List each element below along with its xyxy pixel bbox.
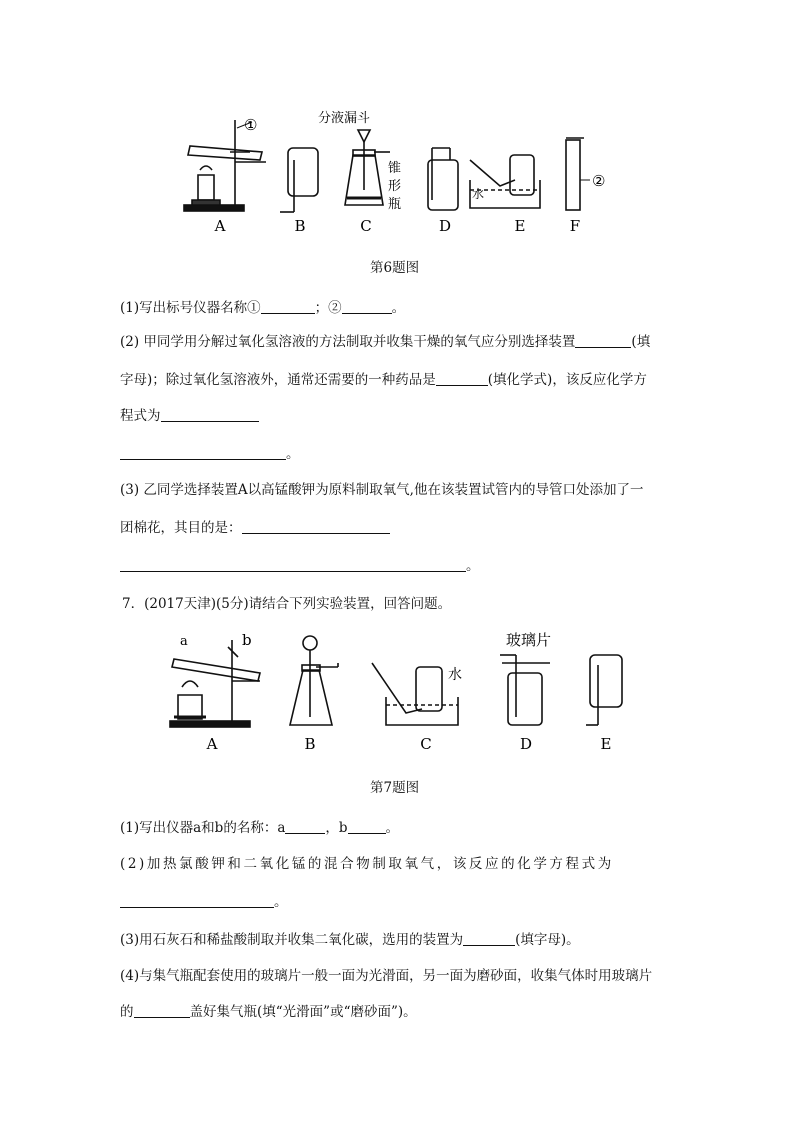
answer-blank-6-3a[interactable]: [242, 519, 390, 534]
label-6-d: D: [438, 217, 452, 235]
q7-p4-l1: (4)与集气瓶配套使用的玻璃片一般一面为光滑面，另一面为磨砂面，收集气体时用玻璃片: [120, 968, 653, 984]
caption-7: 第7题图: [370, 780, 420, 796]
q6-p3-l3: 。: [466, 558, 480, 574]
q6-part-1: [120, 296, 405, 316]
answer-blank-7-3[interactable]: [463, 931, 515, 946]
q7-part-2-line-1: [120, 852, 614, 872]
answer-blank-6-2b[interactable]: [436, 371, 488, 386]
q6-p2-l3: 程式为: [120, 408, 161, 424]
q7-part-4-line-1: [120, 964, 652, 984]
apparatus-6f: [566, 138, 590, 210]
apparatus-7a: [170, 640, 260, 727]
answer-blank-6-2d[interactable]: [120, 445, 286, 460]
label-b: b: [242, 631, 252, 649]
apparatus-7b: [290, 636, 338, 725]
funnel-label: 分液漏斗: [318, 111, 371, 126]
callout-2: ②: [592, 172, 606, 190]
apparatus-6c: [345, 130, 390, 205]
q6-part-3-line-1: [120, 478, 643, 498]
q6-p3-l1: (3) 乙同学选择装置A以高锰酸钾为原料制取氧气,他在该装置试管内的导管口处添加了一: [120, 482, 644, 498]
label-6-f: F: [569, 217, 581, 235]
flask-label-2: 形: [388, 179, 402, 194]
q7-part-4-line-2: [120, 1000, 417, 1020]
q7-p2-l1: (2)加热氯酸钾和二氧化锰的混合物制取氧气，该反应的化学方程式为: [120, 856, 614, 872]
answer-blank-6-2a[interactable]: [575, 333, 631, 348]
q6-p1-prefix: (1)写出标号仪器名称①: [120, 300, 261, 316]
answer-blank-7-4[interactable]: [134, 1003, 190, 1018]
answer-blank-7-2[interactable]: [120, 893, 274, 908]
glass-plate-label: 玻璃片: [506, 631, 552, 649]
answer-blank-6-3b[interactable]: [120, 557, 466, 572]
q7-part-2-line-2: [120, 890, 288, 910]
q7-p4-l2a: 的: [120, 1004, 134, 1020]
label-a: a: [180, 634, 188, 649]
answer-blank-6-1b[interactable]: [342, 299, 392, 314]
apparatus-7d: [500, 655, 550, 725]
q6-part-2-line-1: [120, 330, 650, 350]
figure-7: [160, 625, 640, 755]
apparatus-7e: [586, 655, 622, 725]
q6-p2-l2a: 字母)；除过氧化氢溶液外，通常还需要的一种药品是: [120, 372, 436, 388]
q7-p1-suffix: 。: [385, 820, 400, 836]
label-7-b: B: [304, 735, 316, 753]
answer-blank-7-1b[interactable]: [348, 819, 386, 834]
q6-p2-l2b: (填化学式)，该反应化学方: [487, 372, 647, 388]
apparatus-6b: [280, 148, 318, 212]
water-label-6: 水: [472, 187, 485, 201]
label-6-b: B: [294, 217, 306, 235]
q6-part-2-line-4: [120, 442, 300, 462]
q6-p1-suffix: 。: [391, 300, 406, 316]
figure-6: [170, 100, 630, 240]
q6-p2-l1a: (2) 甲同学用分解过氧化氢溶液的方法制取并收集干燥的氧气应分别选择装置: [120, 334, 576, 350]
q6-part-2-line-3: [120, 404, 259, 424]
q7-p1-mid: ，b: [325, 820, 348, 836]
label-7-a: A: [206, 735, 218, 753]
q6-p1-mid: ；②: [314, 300, 342, 316]
answer-blank-6-1a[interactable]: [261, 299, 315, 314]
label-7-c: C: [420, 735, 432, 753]
q7-p4-l2b: 盖好集气瓶(填“光滑面”或“磨砂面”)。: [189, 1004, 417, 1020]
q7-p3-suffix: (填字母)。: [515, 932, 580, 948]
flask-label-1: 锥: [388, 161, 402, 176]
q6-p2-l4: 。: [286, 446, 300, 462]
q6-part-3-line-3: [120, 554, 480, 574]
q7-part-3: [120, 928, 580, 948]
q7-p2-l2: 。: [274, 894, 288, 910]
q6-part-2-line-2: [120, 368, 647, 388]
answer-blank-7-1a[interactable]: [285, 819, 325, 834]
label-6-c: C: [360, 217, 372, 235]
q7-part-1: [120, 816, 399, 836]
label-7-d: D: [519, 735, 533, 753]
label-6-e: E: [514, 217, 526, 235]
label-7-e: E: [600, 735, 612, 753]
label-6-a: A: [214, 217, 226, 235]
flask-label-3: 瓶: [388, 197, 402, 212]
water-label-7: 水: [448, 667, 462, 683]
q7-header: 7．(2017天津)(5分)请结合下列实验装置，回答问题。: [122, 596, 452, 612]
callout-1: ①: [244, 116, 258, 134]
q6-p2-l1b: (填: [631, 334, 651, 350]
q6-part-3-line-2: [120, 516, 390, 536]
answer-blank-6-2c[interactable]: [161, 407, 259, 422]
apparatus-7c: [372, 663, 458, 725]
apparatus-6d: [428, 148, 458, 210]
q7-p3-prefix: (3)用石灰石和稀盐酸制取并收集二氧化碳，选用的装置为: [120, 932, 464, 948]
caption-6: 第6题图: [370, 260, 420, 276]
q7-p1-prefix: (1)写出仪器a和b的名称：a: [120, 820, 286, 836]
q6-p3-l2: 团棉花，其目的是：: [120, 520, 242, 536]
